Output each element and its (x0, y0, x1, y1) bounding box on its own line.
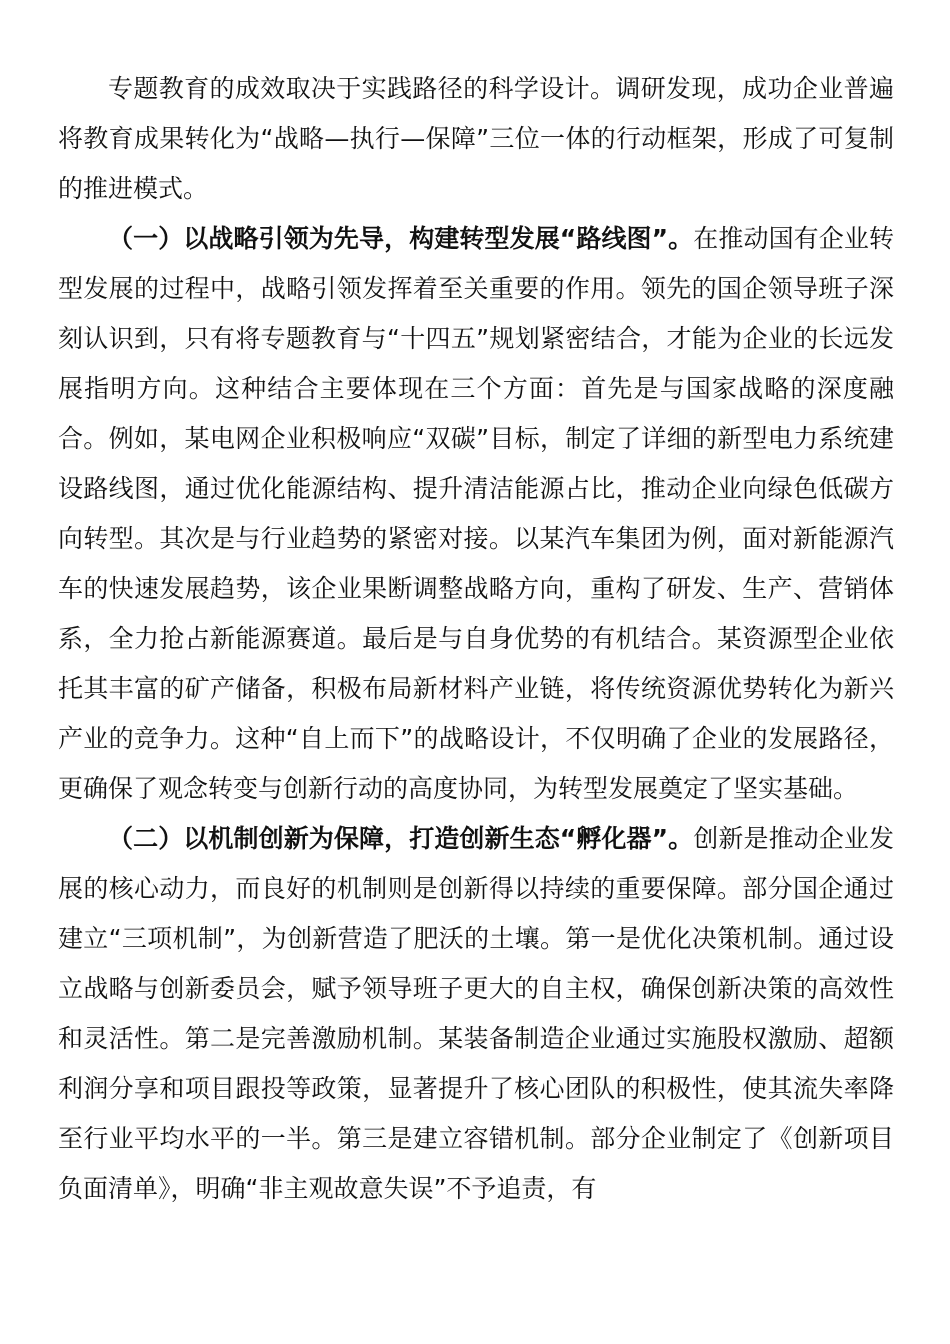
paragraph-mechanism-text: 创新是推动企业发展的核心动力，而良好的机制则是创新得以持续的重要保障。部分国企通过建立“三项机制”，为创新营造了肥沃的土壤。第一是优化决策机制。通过设立战略与创新委员会，赋予领导班子更大的自主权，确保创新决策的高效性和灵活性。第二是完善激励机制。某装备制造企业通过实施股权激励、超额利润分享和项目跟投等政策，显著提升了核心团队的积极性，使其流失率降至行业平均水平的一半。第三是建立容错机制。部分企业制定了《创新项目负面清单》，明确“非主观故意失误”不予追责，有 (58, 824, 894, 1203)
paragraph-strategy (58, 214, 894, 814)
section-heading-strategy: （一）以战略引领为先导，构建转型发展“路线图”。 (108, 224, 694, 253)
paragraph-strategy-text: 在推动国有企业转型发展的过程中，战略引领发挥着至关重要的作用。领先的国企领导班子深刻认识到，只有将专题教育与“十四五”规划紧密结合，才能为企业的长远发展指明方向。这种结合主要体现在三个方面：首先是与国家战略的深度融合。例如，某电网企业积极响应“双碳”目标，制定了详细的新型电力系统建设路线图，通过优化能源结构、提升清洁能源占比，推动企业向绿色低碳方向转型。其次是与行业趋势的紧密对接。以某汽车集团为例，面对新能源汽车的快速发展趋势，该企业果断调整战略方向，重构了研发、生产、营销体系，全力抢占新能源赛道。最后是与自身优势的有机结合。某资源型企业依托其丰富的矿产储备，积极布局新材料产业链，将传统资源优势转化为新兴产业的竞争力。这种“自上而下”的战略设计，不仅明确了企业的发展路径，更确保了观念转变与创新行动的高度协同，为转型发展奠定了坚实基础。 (58, 224, 894, 803)
document-body (58, 64, 894, 1214)
section-heading-mechanism: （二）以机制创新为保障，打造创新生态“孵化器”。 (108, 824, 694, 853)
paragraph-intro (58, 64, 894, 214)
paragraph-mechanism (58, 814, 894, 1214)
paragraph-intro-text: 专题教育的成效取决于实践路径的科学设计。调研发现，成功企业普遍将教育成果转化为“战略—执行—保障”三位一体的行动框架，形成了可复制的推进模式。 (58, 74, 894, 203)
